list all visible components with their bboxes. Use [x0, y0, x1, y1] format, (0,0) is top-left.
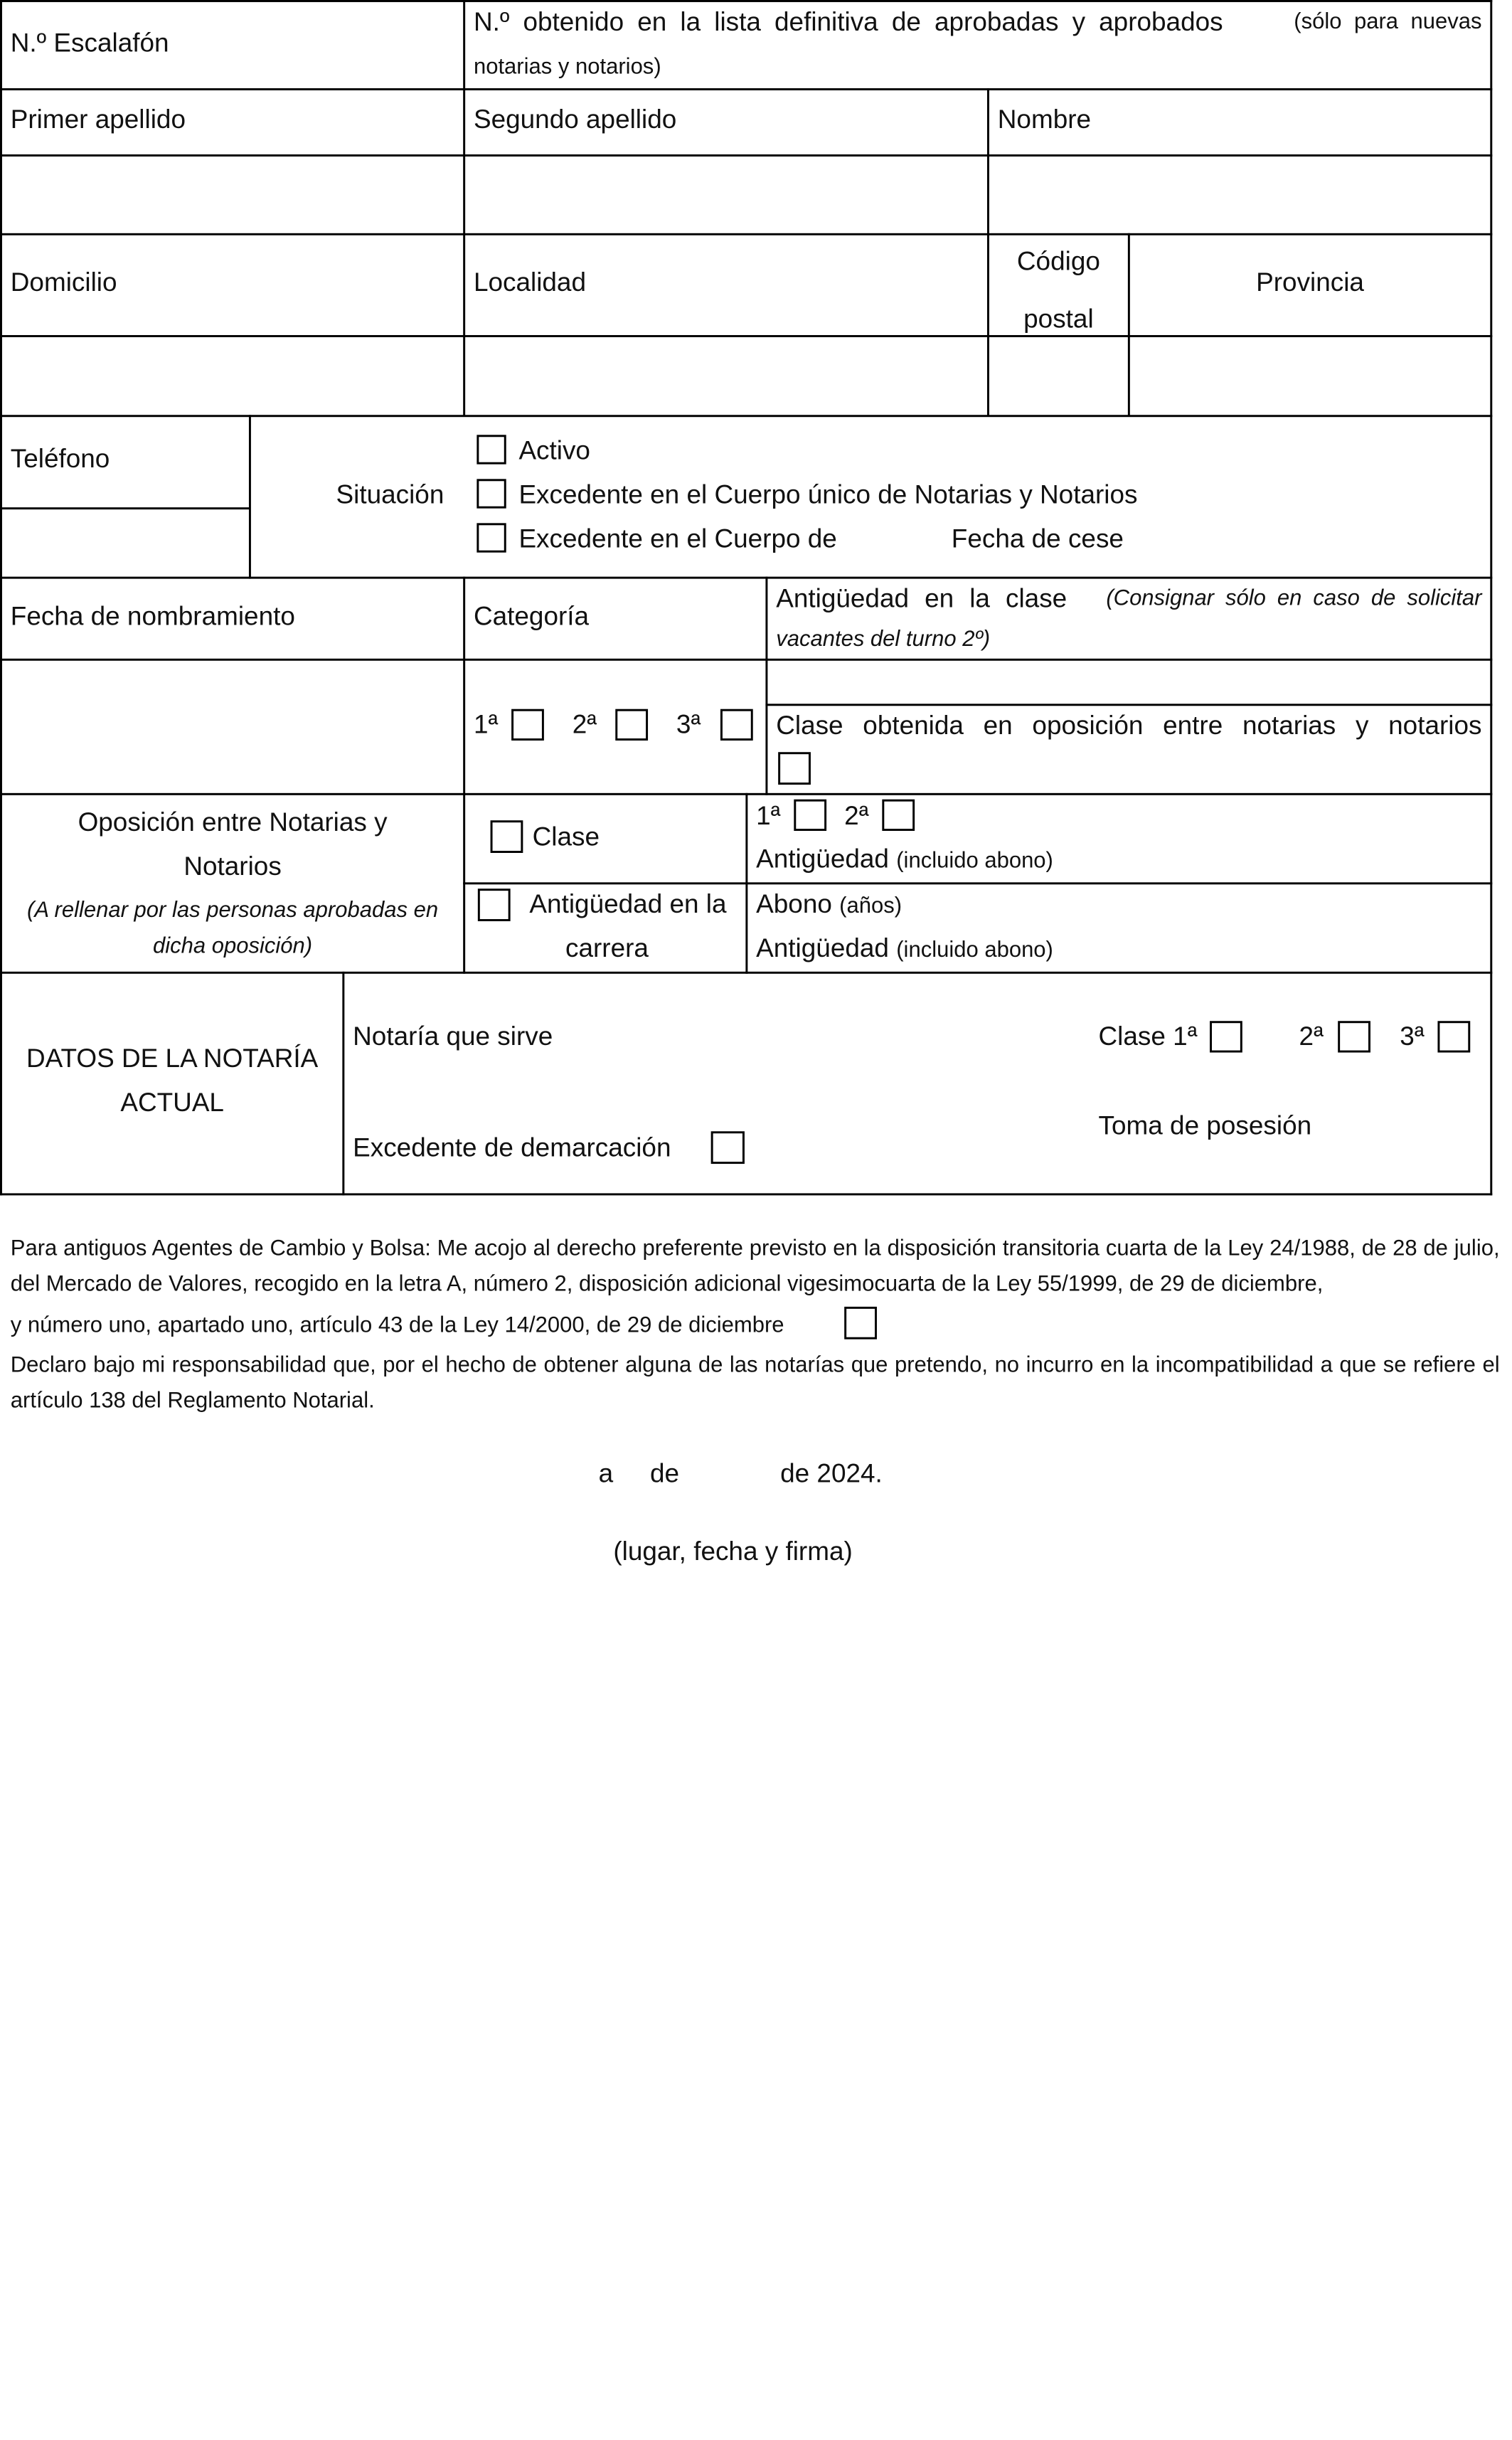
- oposicion-antiguedad-label: [756, 844, 1053, 877]
- notaria-sirve-label: Notaría que sirve: [353, 1022, 553, 1052]
- notaria-clase-3-checkbox[interactable]: [1437, 1021, 1470, 1052]
- segundo-apellido-label: Segundo apellido: [473, 105, 677, 135]
- lista-main-text: N.º obtenido en la lista definitiva de aprobadas y aprobados: [473, 7, 1223, 37]
- provincia-label: Provincia: [1256, 267, 1364, 297]
- antiguedad-clase-label: [776, 583, 1481, 615]
- abono-label: [756, 889, 902, 922]
- provincia-field[interactable]: [1130, 337, 1490, 415]
- telefono-label: Teléfono: [10, 444, 110, 474]
- oposicion-title-line1: Oposición entre Notarias y: [78, 807, 388, 837]
- agentes-checkbox[interactable]: [844, 1307, 877, 1340]
- oposicion-note-line2: dicha oposición): [153, 933, 313, 958]
- activo-label: Activo: [518, 435, 590, 466]
- rule: [463, 882, 1492, 884]
- activo-checkbox[interactable]: [477, 435, 506, 464]
- fecha-nombramiento-label: Fecha de nombramiento: [10, 602, 295, 632]
- lista-note-text-2: notarias y notarios): [473, 54, 661, 79]
- oposicion-clase-1-checkbox[interactable]: [794, 800, 826, 831]
- oposicion-clase-1-label: 1ª: [756, 801, 781, 831]
- rule: [0, 1193, 1492, 1195]
- situacion-label: Situación: [336, 479, 444, 510]
- notaria-actual-line2: ACTUAL: [120, 1088, 224, 1118]
- escalafon-label: N.º Escalafón: [10, 28, 169, 58]
- localidad-field[interactable]: [465, 337, 987, 415]
- excedente-cuerpo-checkbox[interactable]: [477, 523, 506, 552]
- categoria-1-label: 1ª: [473, 710, 499, 740]
- antiguedad-clase-field[interactable]: [767, 661, 1490, 704]
- clase-obtenida-checkbox[interactable]: [778, 752, 811, 785]
- antiguedad-carrera-checkbox[interactable]: [478, 889, 511, 921]
- incluido-abono-text: (incluido abono): [896, 938, 1053, 962]
- date-de-text: de: [650, 1458, 680, 1489]
- notaria-clase-1-label: Clase 1ª: [1098, 1022, 1198, 1052]
- antiguedad-clase-note: (Consignar sólo en caso de solicitar: [1106, 585, 1482, 610]
- date-year-text: de 2024.: [780, 1458, 883, 1489]
- antiguedad-text: Antigüedad: [756, 844, 889, 874]
- excedente-unico-label: Excedente en el Cuerpo único de Notarias y Notarios: [518, 479, 1138, 510]
- excedente-cuerpo-label: Excedente en el Cuerpo de: [518, 524, 837, 554]
- incluido-abono-text: (incluido abono): [896, 849, 1053, 874]
- localidad-label: Localidad: [473, 267, 586, 297]
- nombre-label: Nombre: [997, 105, 1092, 135]
- rule: [0, 88, 1492, 90]
- antiguedad-clase-text: Antigüedad en la clase: [776, 583, 1068, 614]
- notaria-clase-2-label: 2ª: [1299, 1022, 1324, 1052]
- declaracion-paragraph: Declaro bajo mi responsabilidad que, por el hecho de obtener alguna de las notarías que pretendo, no incurro en la incompatibilidad a que se refiere el artículo 138 del Reglamento Notarial.: [10, 1352, 1500, 1413]
- carrera-antiguedad-label: [756, 933, 1053, 966]
- agentes-paragraph-end: y número uno, apartado uno, artículo 43 de la Ley 14/2000, de 29 de diciembre: [10, 1312, 784, 1337]
- categoria-2-checkbox[interactable]: [615, 709, 648, 741]
- domicilio-field[interactable]: [2, 337, 463, 415]
- categoria-3-checkbox[interactable]: [720, 709, 753, 741]
- antiguedad-text: Antigüedad: [756, 933, 889, 964]
- categoria-2-label: 2ª: [572, 710, 597, 740]
- date-a-text: a: [598, 1458, 614, 1489]
- telefono-field[interactable]: [2, 509, 249, 577]
- antiguedad-carrera-line2: carrera: [565, 933, 649, 964]
- domicilio-label: Domicilio: [10, 267, 117, 297]
- rule: [249, 415, 251, 578]
- oposicion-clase-label: Clase: [532, 822, 600, 852]
- rule: [765, 704, 1492, 706]
- postal-text: postal: [1023, 304, 1094, 334]
- notaria-clase-1-checkbox[interactable]: [1210, 1021, 1242, 1052]
- oposicion-clase-2-checkbox[interactable]: [882, 800, 915, 831]
- agentes-paragraph: Para antiguos Agentes de Cambio y Bolsa: Me acojo al derecho preferente previsto en la disposición transitoria cuarta de la Ley 24/1988, de 28 de julio, del Mercado de Valores, recogido en la letra A, número 2, disposición adicional vigesimocuarta de la Ley 55/1999, de 29 de diciembre,: [10, 1236, 1500, 1297]
- rule: [745, 793, 747, 974]
- notaria-actual-line1: DATOS DE LA NOTARÍA: [26, 1044, 319, 1074]
- categoria-label: Categoría: [473, 602, 590, 632]
- segundo-apellido-field[interactable]: [465, 157, 987, 233]
- codigo-postal-label: [989, 246, 1128, 336]
- clase-obtenida-label: Clase obtenida en oposición entre notarias y notarios: [776, 711, 1482, 741]
- notaria-clase-3-label: 3ª: [1400, 1022, 1425, 1052]
- rule: [342, 972, 344, 1196]
- toma-posesion-label: Toma de posesión: [1098, 1111, 1312, 1141]
- antiguedad-clase-note-2: vacantes del turno 2º): [776, 627, 991, 652]
- rule: [0, 0, 1492, 2]
- rule: [0, 233, 1492, 235]
- rule: [463, 577, 465, 974]
- fecha-nombramiento-field[interactable]: [2, 661, 463, 793]
- abono-text: Abono: [756, 889, 832, 920]
- excedente-demarcacion-label: Excedente de demarcación: [353, 1133, 671, 1163]
- oposicion-clase-checkbox[interactable]: [491, 820, 523, 853]
- notaria-actual-title: [2, 1043, 342, 1118]
- rule: [0, 577, 1492, 579]
- oposicion-title-line2: Notarios: [183, 852, 282, 881]
- oposicion-title: [2, 807, 463, 882]
- rule: [0, 415, 1492, 417]
- anos-text: (años): [839, 893, 903, 918]
- primer-apellido-field[interactable]: [2, 157, 463, 233]
- codigo-text: Código: [1016, 247, 1100, 277]
- antiguedad-carrera-label: [515, 889, 742, 964]
- excedente-unico-checkbox[interactable]: [477, 479, 506, 508]
- rule: [1490, 0, 1492, 1195]
- firma-label: (lugar, fecha y firma): [613, 1537, 853, 1566]
- lista-definitiva-label: [474, 6, 1482, 38]
- categoria-1-checkbox[interactable]: [511, 709, 544, 741]
- codigo-postal-field[interactable]: [989, 337, 1128, 415]
- primer-apellido-label: Primer apellido: [10, 105, 186, 135]
- oposicion-note: [2, 893, 463, 964]
- excedente-demarcacion-checkbox[interactable]: [711, 1131, 745, 1164]
- oposicion-note-line1: (A rellenar por las personas aprobadas en: [27, 898, 439, 923]
- nombre-field[interactable]: [989, 157, 1490, 233]
- antiguedad-carrera-line1: Antigüedad en la: [529, 889, 727, 920]
- oposicion-clase-2-label: 2ª: [844, 801, 869, 831]
- fecha-cese-label: Fecha de cese: [951, 524, 1124, 554]
- notaria-clase-2-checkbox[interactable]: [1338, 1021, 1370, 1052]
- lista-note-text: (sólo para nuevas: [1294, 9, 1482, 34]
- categoria-3-label: 3ª: [676, 710, 701, 740]
